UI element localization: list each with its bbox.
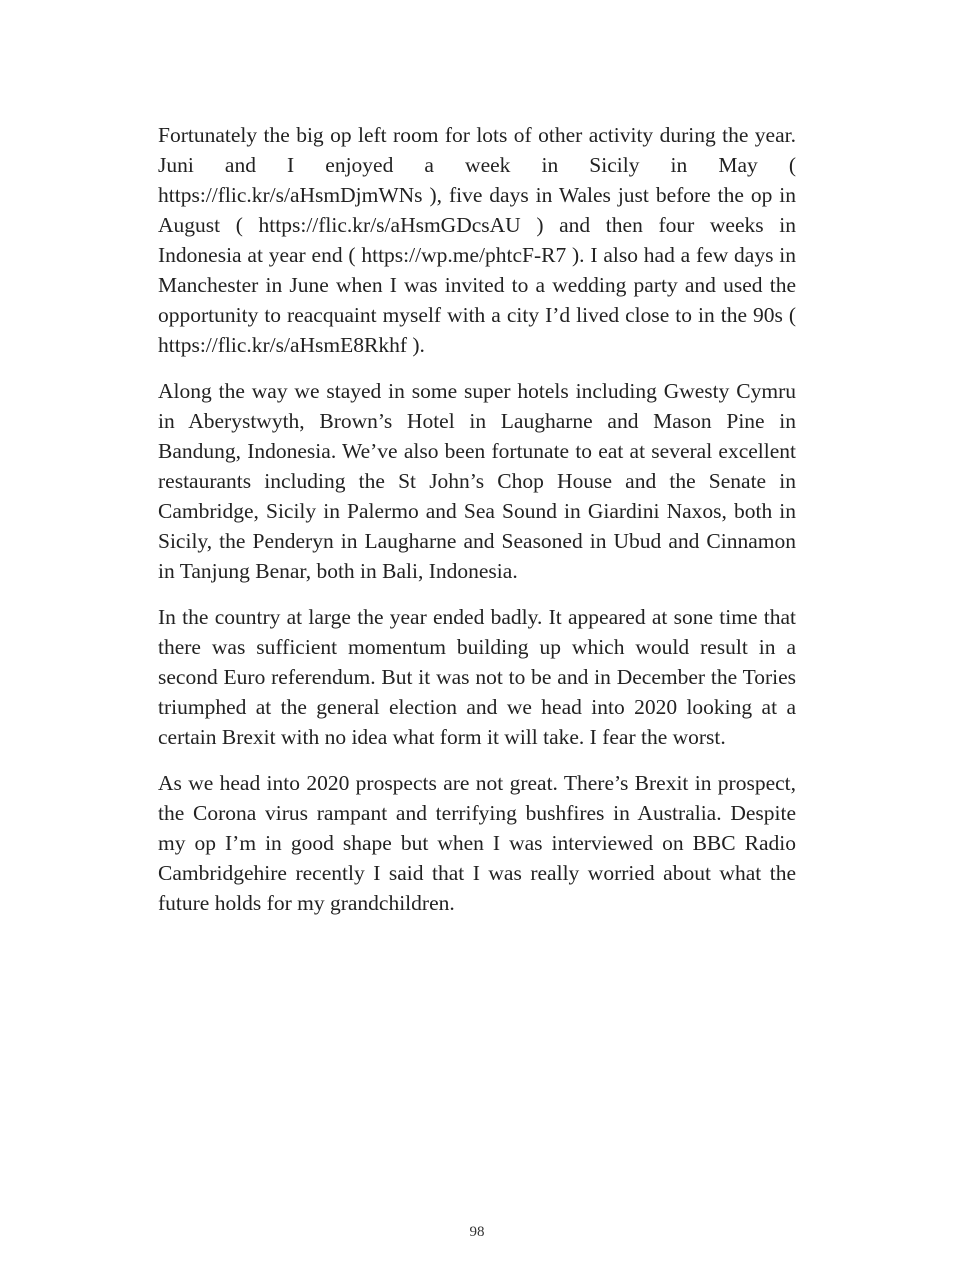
page-number: 98 [469, 1224, 485, 1240]
paragraph-country: In the country at large the year ended badly. It appeared at sone time that there was sufficient momentum building up which would result in a second Euro referendum. But it was not to be and in December the Tories triumphed at the general election and we head into 2020 looking at a certain Brexit with no idea what form it will take. I fear the worst. [158, 605, 796, 749]
body-text [158, 120, 796, 934]
paragraph-prospects: As we head into 2020 prospects are not great. There’s Brexit in prospect, the Corona virus rampant and terrifying bushfires in Australia. Despite my op I’m in good shape but when I was interviewed on BBC Radio Cambridgehire recently I said that I was really worried about what the future holds for my grandchildren. [158, 771, 796, 915]
paragraph-activities: Fortunately the big op left room for lots of other activity during the year. Juni and I enjoyed a week in Sicily in May ( https://flic.kr/s/aHsmDjmWNs ), five days in Wales just before the op in August ( https://flic.kr/s/aHsmGDcsAU ) and then four weeks in Indonesia at year end ( https://wp.me/phtcF-R7 ). I also had a few days in Manchester in June when I was invited to a wedding party and used the opportunity to reacquaint myself with a city I’d lived close to in the 90s ( https://flic.kr/s/aHsmE8Rkhf ). [158, 123, 796, 357]
paragraph-hotels-restaurants: Along the way we stayed in some super hotels including Gwesty Cymru in Aberystwyth, Brown’s Hotel in Laugharne and Mason Pine in Bandung, Indonesia. We’ve also been fortunate to eat at several excellent restaurants including the St John’s Chop House and the Senate in Cambridge, Sicily in Palermo and Sea Sound in Giardini Naxos, both in Sicily, the Penderyn in Laugharne and Seasoned in Ubud and Cinnamon in Tanjung Benar, both in Bali, Indonesia. [158, 379, 796, 583]
